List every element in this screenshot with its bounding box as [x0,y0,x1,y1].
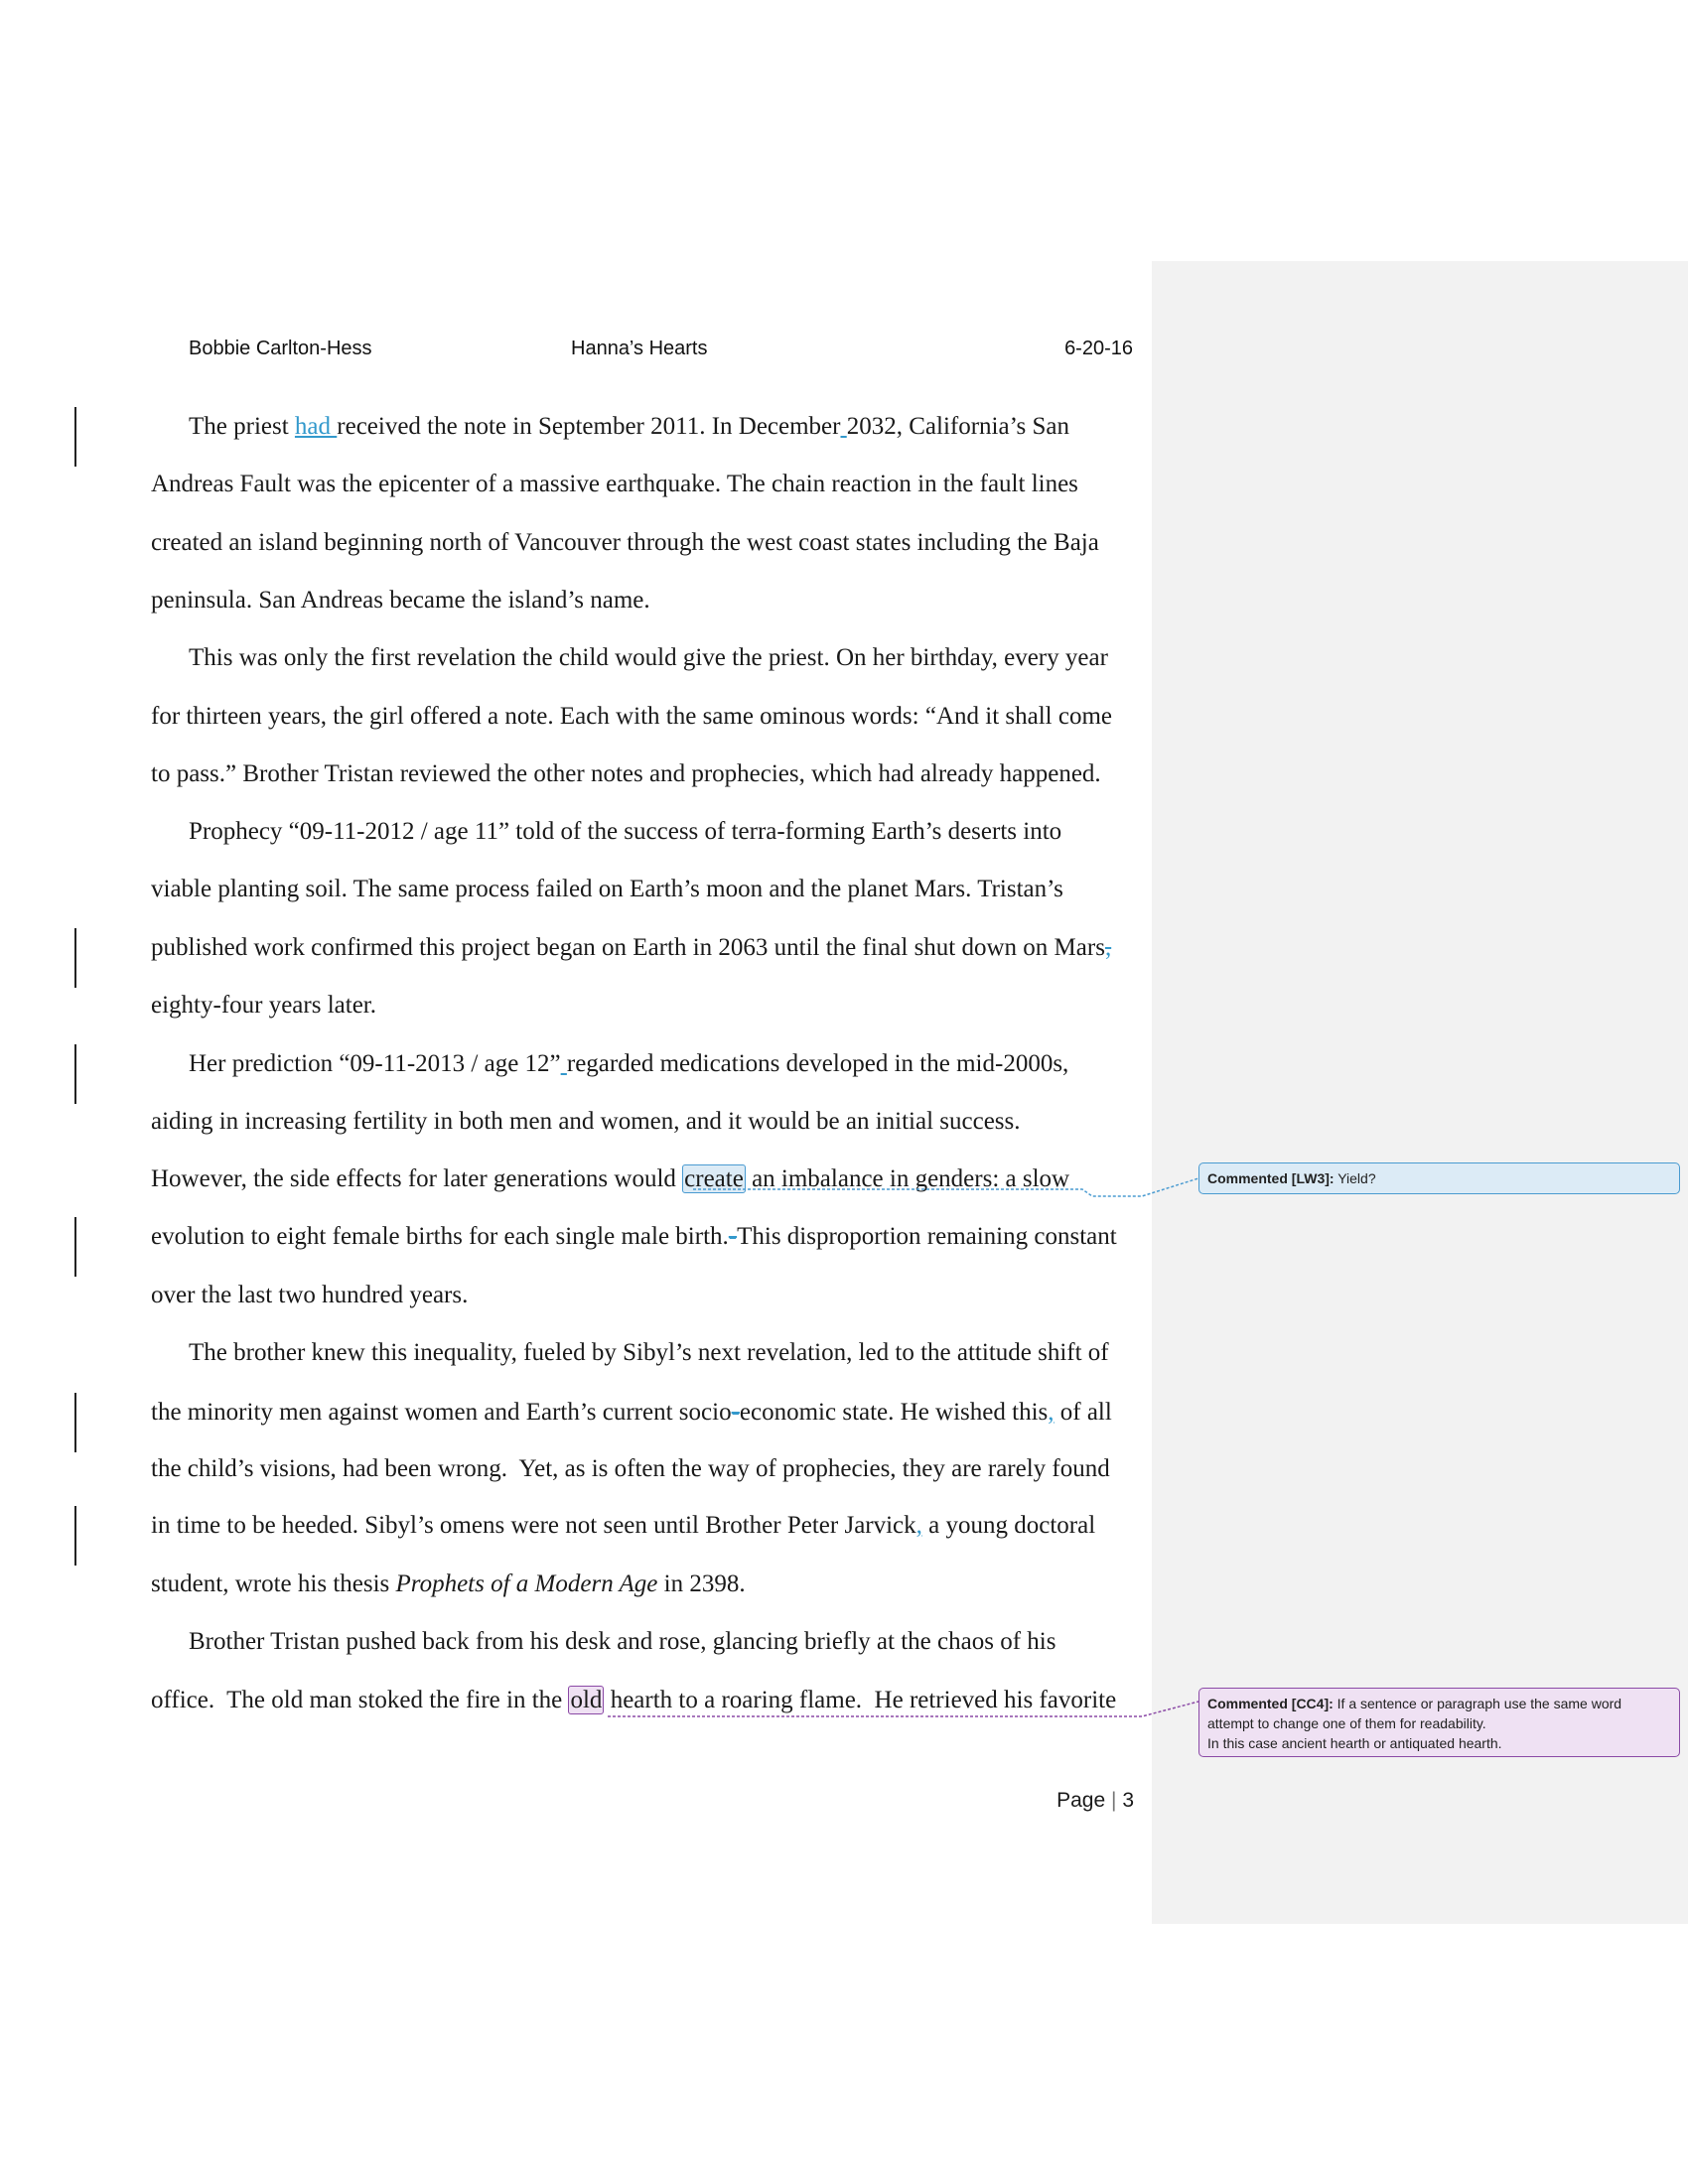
body-line: created an island beginning north of Vancouver through the west coast states including the Baja [151,529,1099,556]
body-line: student, wrote his thesis Prophets of a Modern Age in 2398. [151,1570,746,1597]
header-author: Bobbie Carlton-Hess [189,338,372,359]
comment-anchor-cc4[interactable]: old [570,1687,603,1713]
body-line: Her prediction “09-11-2013 / age 12” regarded medications developed in the mid-2000s, [189,1050,1069,1077]
body-line: over the last two hundred years. [151,1282,469,1308]
body-line: the child’s visions, had been wrong. Yet, as is often the way of prophecies, they are rarely found [151,1455,1110,1482]
body-line: Prophecy “09-11-2012 / age 11” told of the success of terra-forming Earth’s deserts into [189,818,1062,845]
body-line: Andreas Fault was the epicenter of a massive earthquake. The chain reaction in the fault lines [151,471,1078,497]
body-line: Brother Tristan pushed back from his desk and rose, glancing briefly at the chaos of his [189,1628,1056,1655]
body-line: The brother knew this inequality, fueled by Sibyl’s next revelation, led to the attitude shift of [189,1339,1109,1366]
body-line: to pass.” Brother Tristan reviewed the other notes and prophecies, which had already happened. [151,760,1101,787]
body-line: aiding in increasing fertility in both men and women, and it would be an initial success. [151,1108,1021,1135]
tracked-insertion[interactable]: , [1048,1399,1055,1426]
body-line: for thirteen years, the girl offered a note. Each with the same ominous words: “And it shall come [151,703,1113,730]
body-line: The priest had received the note in September 2011. In December 2032, California’s San [189,413,1070,440]
body-line: evolution to eight female births for each single male birth.-This disproportion remaining constant [151,1223,1117,1250]
comment-balloon-lw3[interactable] [1198,1162,1680,1194]
comment-text: Yield? [1337,1170,1376,1186]
body-line: viable planting soil. The same process failed on Earth’s moon and the planet Mars. Tristan’s [151,876,1063,902]
body-line: However, the side effects for later generations would create an imbalance in genders: a slow [151,1165,1070,1192]
tracked-insertion[interactable]: , [915,1512,922,1539]
comment-text-2: In this case ancient hearth or antiquated hearth. [1207,1735,1502,1751]
header-title: Hanna’s Hearts [571,338,708,359]
comment-anchor-lw3[interactable]: create [684,1165,744,1192]
body-line: peninsula. San Andreas became the island’s name. [151,587,650,614]
body-line: published work confirmed this project began on Earth in 2063 until the final shut down on Mars, [151,934,1112,961]
connector-lw3 [693,1178,1198,1196]
comment-balloon-cc4[interactable] [1198,1688,1680,1757]
comment-text: If a sentence or paragraph use the same word attempt to change one of them for readability. [1207,1696,1622,1731]
body-line: office. The old man stoked the fire in the old hearth to a roaring flame. He retrieved his favorite [151,1687,1117,1713]
tracked-deletion[interactable]: - [728,1223,738,1250]
thesis-title: Prophets of a Modern Age [395,1570,658,1597]
page-number-footer: Page | 3 [1056,1789,1134,1812]
header-date: 6-20-16 [1064,338,1133,359]
body-line: eighty-four years later. [151,992,376,1019]
connector-cc4 [608,1702,1198,1716]
tracked-insertion[interactable]: had [294,413,338,440]
body-line: the minority men against women and Earth’s current socio-economic state. He wished this, of all [151,1399,1112,1426]
body-line: This was only the first revelation the child would give the priest. On her birthday, every year [189,644,1108,671]
comment-label: Commented [CC4]: [1207,1696,1334,1711]
tracked-deletion[interactable]: , [1104,934,1112,961]
tracked-deletion[interactable]: - [731,1399,740,1426]
body-line: in time to be heeded. Sibyl’s omens were not seen until Brother Peter Jarvick, a young doctoral [151,1512,1096,1539]
comment-label: Commented [LW3]: [1207,1170,1335,1186]
